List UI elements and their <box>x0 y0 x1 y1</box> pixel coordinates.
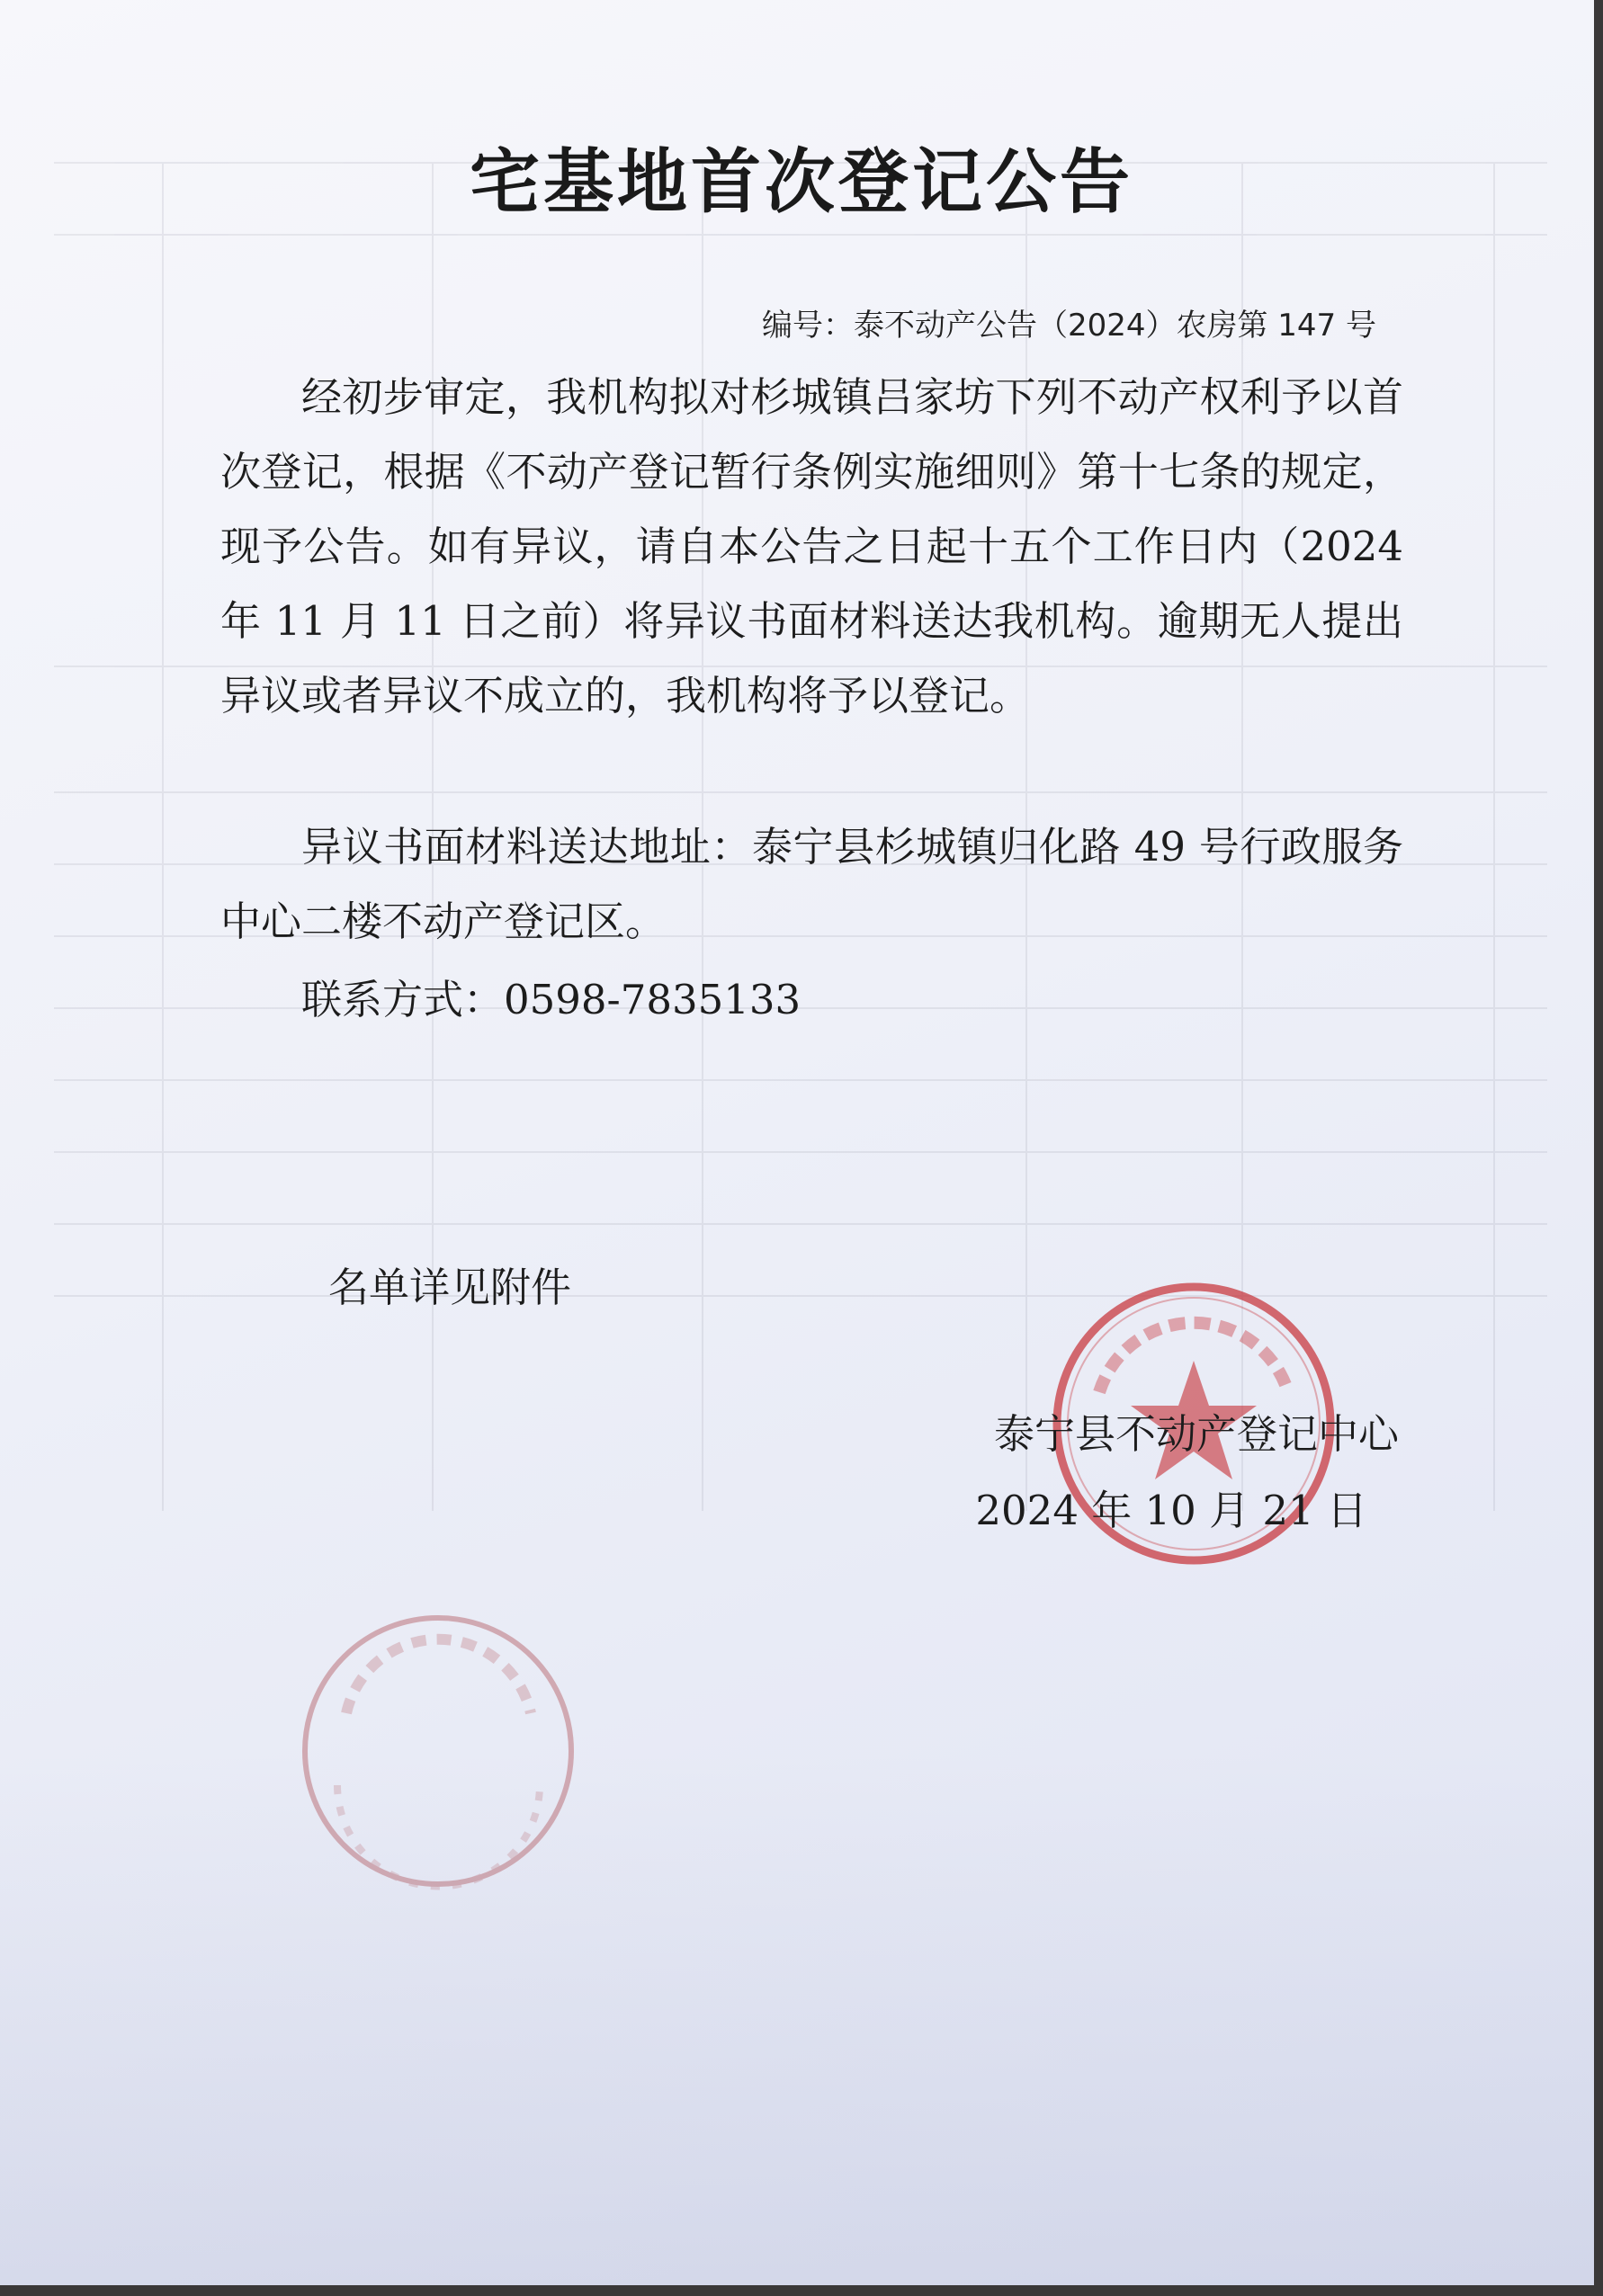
issuing-authority: 泰宁县不动产登记中心 <box>993 1410 1399 1458</box>
attachment-note: 名单详见附件 <box>328 1264 572 1311</box>
document-number: 编号：泰不动产公告（2024）农房第 147 号 <box>761 308 1376 344</box>
background-edge-bottom <box>0 2285 1603 2296</box>
objection-address: 异议书面材料送达地址：泰宁县杉城镇归化路 49 号行政服务中心二楼不动产登记区。 <box>220 823 1403 945</box>
page-title: 宅基地首次登记公告 <box>469 142 1133 223</box>
contact-info: 联系方式：0598-7835133 <box>301 976 802 1023</box>
faded-seal-icon <box>292 1605 585 1898</box>
notice-body: 经初步审定，我机构拟对杉城镇吕家坊下列不动产权利予以首次登记，根据《不动产登记暂行条例实施细则》第十七条的规定，现予公告。如有异议，请自本公告之日起十五个工作日内（2024 年 11 月 11 日之前）将异议书面材料送达我机构。逾期无人提出异议或者异议不成立的，我机构将予以登记。 <box>220 373 1403 719</box>
issue-date: 2024 年 10 月 21 日 <box>975 1487 1367 1534</box>
background-edge-right <box>1594 0 1603 2296</box>
camera-shadow <box>0 1754 1603 2293</box>
